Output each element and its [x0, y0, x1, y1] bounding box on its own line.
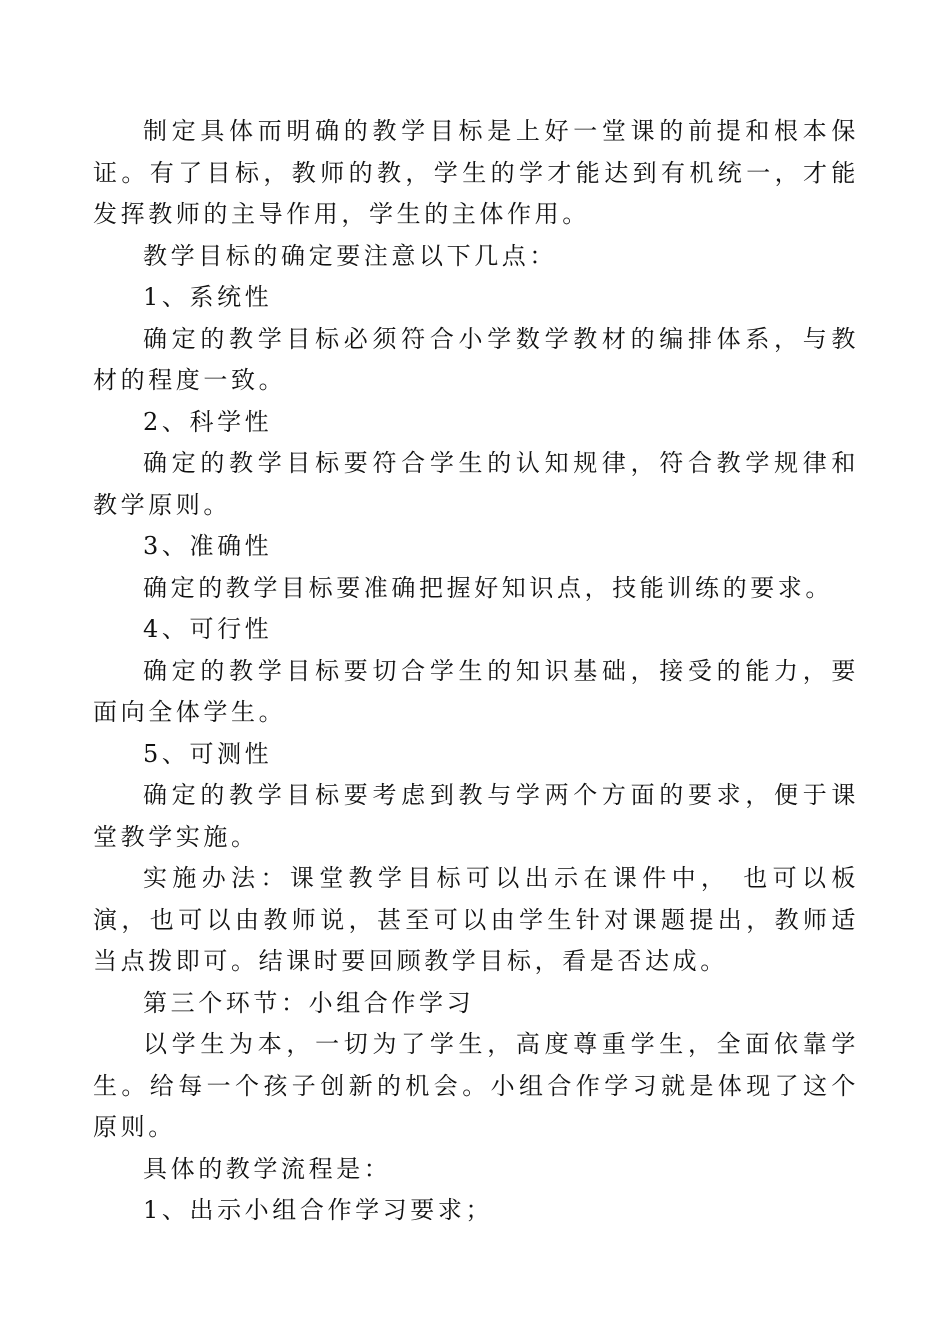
paragraph-process-lead: 具体的教学流程是：: [143, 1154, 392, 1183]
paragraph-accuracy: 确定的教学目标要准确把握好知识点，技能训练的要求。: [143, 573, 833, 602]
paragraph-measurability: 确定的教学目标要考虑到教与学两个方面的要求，便于课堂教学实施。: [93, 781, 859, 851]
heading-accuracy: 3、准确性: [143, 532, 273, 560]
document-page: [93, 111, 859, 1232]
paragraph-points-lead: 教学目标的确定要注意以下几点：: [143, 241, 557, 270]
paragraph-scientific: 确定的教学目标要符合学生的认知规律，符合教学规律和教学原则。: [93, 449, 859, 519]
paragraph-feasibility: 确定的教学目标要切合学生的知识基础，接受的能力，要面向全体学生。: [93, 656, 859, 726]
heading-systematic: 1、系统性: [143, 283, 273, 311]
list-item-step-1: 1、出示小组合作学习要求；: [143, 1196, 494, 1224]
paragraph-systematic: 确定的教学目标必须符合小学数学教材的编排体系，与教材的程度一致。: [93, 324, 859, 394]
paragraph-student-centered: 以学生为本，一切为了学生，高度尊重学生，全面依靠学生。给每一个孩子创新的机会。小组合作学习就是体现了这个原则。: [93, 1030, 859, 1141]
heading-feasibility: 4、可行性: [143, 615, 273, 643]
heading-measurability: 5、可测性: [143, 739, 273, 768]
heading-scientific: 2、科学性: [143, 407, 273, 436]
paragraph-intro: 制定具体而明确的教学目标是上好一堂课的前提和根本保证。有了目标，教师的教，学生的学才能达到有机统一，才能发挥教师的主导作用，学生的主体作用。: [93, 117, 859, 228]
heading-third-stage: 第三个环节：小组合作学习: [143, 988, 475, 1017]
paragraph-implementation: 实施办法：课堂教学目标可以出示在课件中， 也可以板演，也可以由教师说，甚至可以由学生针对课题提出，教师适当点拨即可。结课时要回顾教学目标，看是否达成。: [93, 864, 859, 975]
